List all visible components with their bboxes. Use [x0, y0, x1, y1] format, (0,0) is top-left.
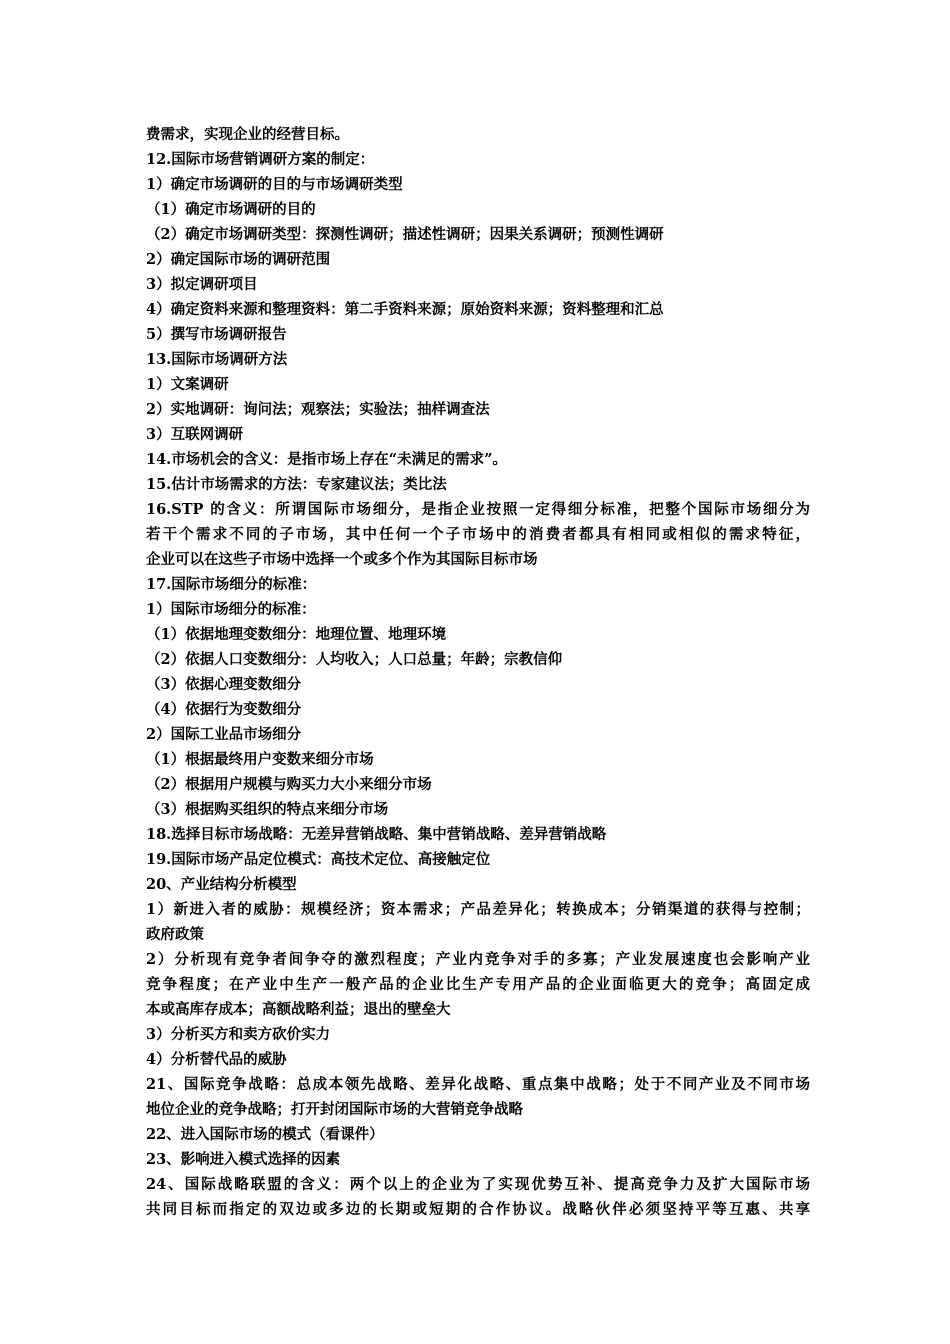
- text-line: （1）确定市场调研的目的: [146, 201, 316, 218]
- text-line: 企业可以在这些子市场中选择一个或多个作为其国际目标市场: [146, 551, 538, 568]
- text-line: 4）确定资料来源和整理资料：第二手资料来源；原始资料来源；资料整理和汇总: [146, 301, 664, 318]
- section-heading-12: 12.国际市场营销调研方案的制定：: [146, 151, 375, 168]
- text-line: 共同目标而指定的双边或多边的长期或短期的合作协议。战略伙伴必须坚持平等互惠、共享: [146, 1201, 810, 1218]
- text-line: 4）分析替代品的威胁: [146, 1051, 287, 1068]
- text-line: 竞争程度；在产业中生产一般产品的企业比生产专用产品的企业面临更大的竞争；高固定成: [146, 976, 810, 993]
- text-line: 3）拟定调研项目: [146, 276, 258, 293]
- section-heading-15: 15.估计市场需求的方法：专家建议法；类比法: [146, 476, 447, 493]
- text-line: 地位企业的竞争战略；打开封闭国际市场的大营销竞争战略: [146, 1101, 523, 1118]
- text-line: 5）撰写市场调研报告: [146, 326, 287, 343]
- text-line: 费需求，实现企业的经营目标。: [146, 126, 349, 143]
- text-line: 2）确定国际市场的调研范围: [146, 251, 331, 268]
- text-line: 3）分析买方和卖方砍价实力: [146, 1026, 331, 1043]
- text-line: （2）确定市场调研类型：探测性调研；描述性调研；因果关系调研；预测性调研: [146, 226, 664, 243]
- text-line: （4）依据行为变数细分: [146, 701, 302, 718]
- section-heading-16: 16.STP 的含义：所谓国际市场细分，是指企业按照一定得细分标准，把整个国际市场细分为: [146, 501, 810, 518]
- section-heading-23: 23、影响进入模式选择的因素: [146, 1151, 341, 1168]
- text-line: 1）新进入者的威胁：规模经济；资本需求；产品差异化；转换成本；分销渠道的获得与控制；: [146, 901, 810, 918]
- document-page: [146, 122, 810, 1222]
- section-heading-18: 18.选择目标市场战略：无差异营销战略、集中营销战略、差异营销战略: [146, 826, 607, 843]
- section-heading-14: 14.市场机会的含义：是指市场上存在“未满足的需求”。: [146, 451, 507, 468]
- text-line: （3）根据购买组织的特点来细分市场: [146, 801, 389, 818]
- section-heading-21: 21、国际竞争战略：总成本领先战略、差异化战略、重点集中战略；处于不同产业及不同市场: [146, 1076, 810, 1093]
- text-line: 政府政策: [146, 926, 204, 943]
- section-heading-20: 20、产业结构分析模型: [146, 876, 297, 893]
- text-line: 1）确定市场调研的目的与市场调研类型: [146, 176, 403, 193]
- text-line: （1）根据最终用户变数来细分市场: [146, 751, 374, 768]
- text-line: 1）文案调研: [146, 376, 229, 393]
- text-line: 3）互联网调研: [146, 426, 244, 443]
- text-line: 2）实地调研：询问法；观察法；实验法；抽样调查法: [146, 401, 490, 418]
- text-line: 本或高库存成本；高额战略利益；退出的壁垒大: [146, 1001, 451, 1018]
- section-heading-24: 24、国际战略联盟的含义：两个以上的企业为了实现优势互补、提高竞争力及扩大国际市场: [146, 1176, 810, 1193]
- text-line: 2）国际工业品市场细分: [146, 726, 302, 743]
- text-line: 2）分析现有竞争者间争夺的激烈程度；产业内竞争对手的多寡；产业发展速度也会影响产业: [146, 951, 810, 968]
- text-line: 若干个需求不同的子市场，其中任何一个子市场中的消费者都具有相同或相似的需求特征，: [146, 526, 810, 543]
- text-line: （3）依据心理变数细分: [146, 676, 302, 693]
- text-line: （1）依据地理变数细分：地理位置、地理环境: [146, 626, 447, 643]
- section-heading-22: 22、进入国际市场的模式（看课件）: [146, 1126, 384, 1143]
- text-line: （2）依据人口变数细分：人均收入；人口总量；年龄；宗教信仰: [146, 651, 563, 668]
- section-heading-13: 13.国际市场调研方法: [146, 351, 288, 368]
- text-line: （2）根据用户规模与购买力大小来细分市场: [146, 776, 432, 793]
- text-line: 1）国际市场细分的标准：: [146, 601, 316, 618]
- section-heading-19: 19.国际市场产品定位模式：高技术定位、高接触定位: [146, 851, 491, 868]
- section-heading-17: 17.国际市场细分的标准：: [146, 576, 317, 593]
